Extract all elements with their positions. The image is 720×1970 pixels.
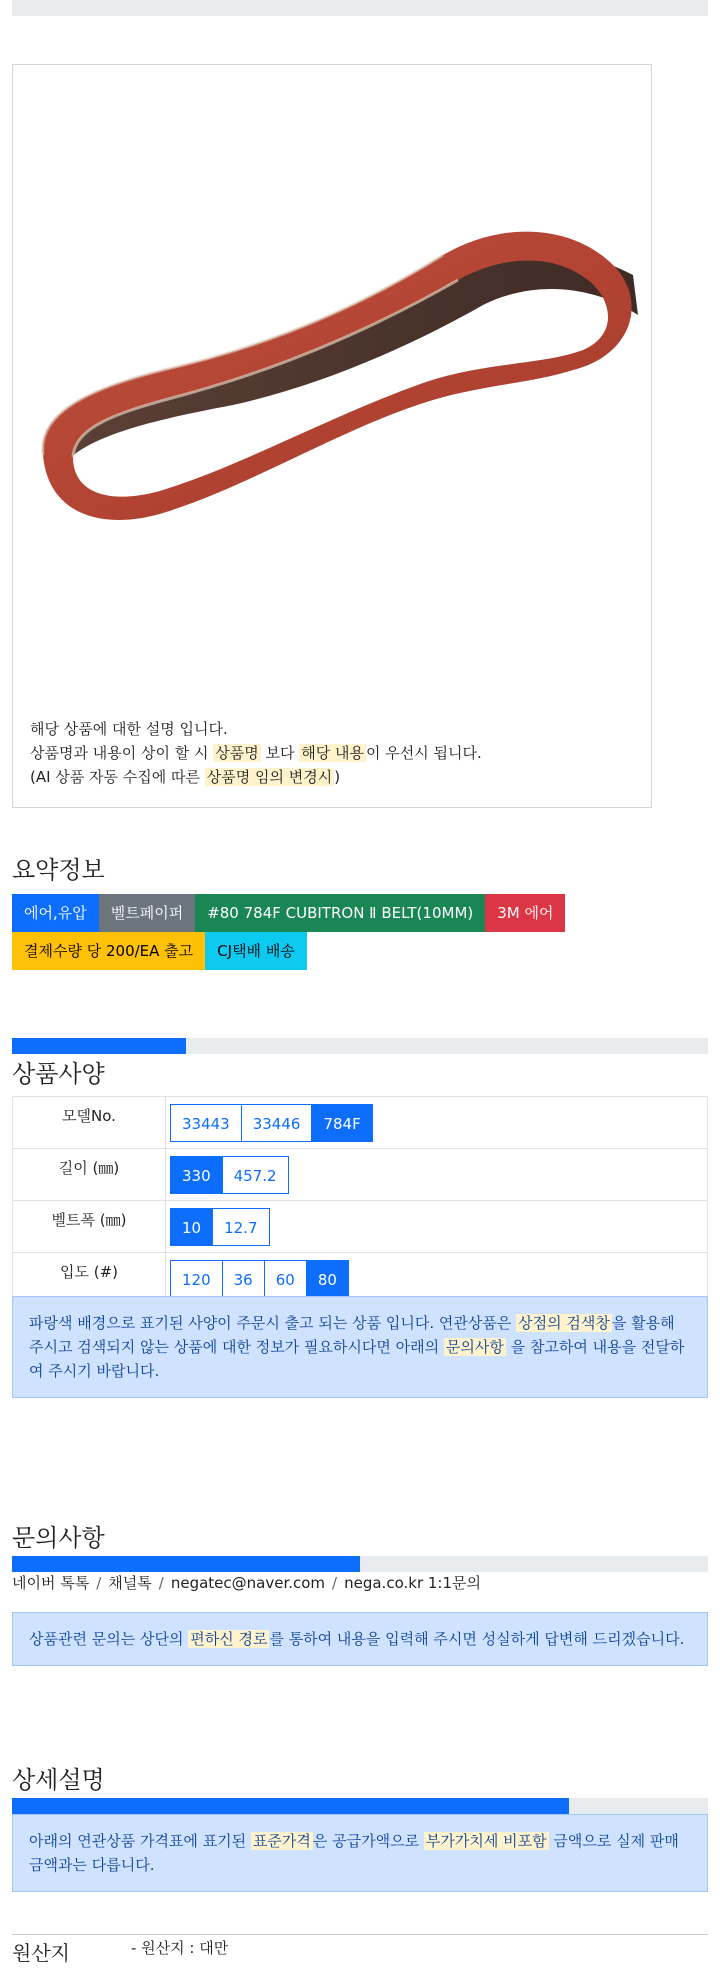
detail-title: 상세설명 xyxy=(12,1766,105,1794)
spec-option-button[interactable]: 457.2 xyxy=(222,1156,289,1194)
spec-options xyxy=(166,1201,708,1253)
summary-tag: 3M 에어 xyxy=(485,894,565,932)
notice-text: 을 활용해 주시고 검색되지 않는 상품에 대한 정보가 필요하시다면 아래의 xyxy=(29,1314,675,1356)
contact-link[interactable]: negatec@naver.com xyxy=(170,1574,326,1592)
notice-text: 상품관련 문의는 상단의 xyxy=(29,1630,189,1648)
spec-option-button[interactable]: 33446 xyxy=(241,1104,313,1142)
spec-options xyxy=(166,1149,708,1201)
spec-option-button[interactable]: 120 xyxy=(170,1260,223,1298)
spec-option-button[interactable]: 33443 xyxy=(170,1104,242,1142)
spec-table xyxy=(12,1096,708,1305)
spec-notice xyxy=(12,1296,708,1398)
contact-link[interactable]: 네이버 톡톡 xyxy=(12,1574,90,1592)
notice-text: 은 공급가액으로 xyxy=(312,1832,424,1850)
top-progress-bar xyxy=(12,0,708,16)
summary-tag: 벨트페이퍼 xyxy=(99,894,195,932)
origin-row xyxy=(12,1934,708,1965)
spec-label: 벨트폭 (㎜) xyxy=(13,1201,166,1253)
summary-tag: CJ택배 배송 xyxy=(205,932,307,970)
spec-progress-fill xyxy=(12,1038,186,1054)
spec-row xyxy=(13,1097,708,1149)
highlight-vat-excluded: 부가가치세 비포함 xyxy=(425,1832,547,1850)
highlight-standard-price: 표준가격 xyxy=(252,1832,311,1850)
description-text: 보다 xyxy=(260,744,300,762)
summary-tag: #80 784F CUBITRON Ⅱ BELT(10MM) xyxy=(195,894,485,932)
description-text: (AI 상품 자동 수집에 따른 xyxy=(30,768,205,786)
highlight-name-change: 상품명 임의 변경시 xyxy=(206,768,333,786)
spec-option-button[interactable]: 784F xyxy=(311,1104,372,1142)
spec-title: 상품사양 xyxy=(12,1060,105,1088)
description-line-2 xyxy=(30,741,482,765)
spec-option-button[interactable]: 330 xyxy=(170,1156,223,1194)
notice-text: 을 참고하여 내용을 전달하여 주시기 바랍니다. xyxy=(29,1338,685,1380)
spec-option-button[interactable]: 10 xyxy=(170,1208,213,1246)
highlight-search-box: 상점의 검색창 xyxy=(518,1314,610,1332)
summary-tag: 결제수량 당 200/EA 출고 xyxy=(12,932,205,970)
detail-notice xyxy=(12,1814,708,1892)
contact-separator: / xyxy=(332,1574,338,1592)
inquiry-notice xyxy=(12,1612,708,1666)
spec-option-button[interactable]: 36 xyxy=(222,1260,265,1298)
contact-link[interactable]: nega.co.kr 1:1문의 xyxy=(344,1574,481,1592)
spec-row xyxy=(13,1149,708,1201)
inquiry-progress xyxy=(12,1556,708,1572)
highlight-content: 해당 내용 xyxy=(301,744,364,762)
notice-text: 금액으로 실제 판매금액과는 다릅니다. xyxy=(29,1832,679,1874)
contact-channels xyxy=(12,1572,481,1593)
spec-options xyxy=(166,1097,708,1149)
highlight-inquiry: 문의사항 xyxy=(445,1338,504,1356)
product-description xyxy=(30,717,482,789)
notice-text: 아래의 연관상품 가격표에 표기된 xyxy=(29,1832,251,1850)
inquiry-progress-fill xyxy=(12,1556,360,1572)
spec-option-button[interactable]: 60 xyxy=(264,1260,307,1298)
summary-title: 요약정보 xyxy=(12,856,105,884)
inquiry-title: 문의사항 xyxy=(12,1524,105,1552)
spec-label: 모델No. xyxy=(13,1097,166,1149)
spec-option-button[interactable]: 12.7 xyxy=(212,1208,269,1246)
contact-separator: / xyxy=(96,1574,102,1592)
contact-separator: / xyxy=(158,1574,164,1592)
product-image-box xyxy=(12,64,652,808)
highlight-product-name: 상품명 xyxy=(215,744,259,762)
description-line-3 xyxy=(30,765,482,789)
origin-value: - 원산지 : 대만 xyxy=(131,1939,229,1957)
origin-label: 원산지 xyxy=(12,1941,70,1965)
description-text: ) xyxy=(334,768,341,786)
notice-text: 를 통하여 내용을 입력해 주시면 성실하게 답변해 드리겠습니다. xyxy=(269,1630,685,1648)
highlight-convenient-route: 편하신 경로 xyxy=(190,1630,268,1648)
notice-text: 파랑색 배경으로 표기된 사양이 주문시 출고 되는 상품 입니다. 연관상품은 xyxy=(29,1314,517,1332)
spec-label: 입도 (#) xyxy=(13,1253,166,1305)
contact-link[interactable]: 채널톡 xyxy=(108,1574,152,1592)
detail-progress-fill xyxy=(12,1798,569,1814)
summary-tags xyxy=(12,894,708,970)
description-text: 이 우선시 됩니다. xyxy=(365,744,482,762)
description-text: 상품명과 내용이 상이 할 시 xyxy=(30,744,214,762)
description-line-1: 해당 상품에 대한 설명 입니다. xyxy=(30,720,228,738)
summary-tag: 에어,유압 xyxy=(12,894,99,932)
spec-progress xyxy=(12,1038,708,1054)
spec-option-button[interactable]: 80 xyxy=(306,1260,349,1298)
spec-label: 길이 (㎜) xyxy=(13,1149,166,1201)
product-image xyxy=(13,65,653,809)
spec-row xyxy=(13,1201,708,1253)
detail-progress xyxy=(12,1798,708,1814)
